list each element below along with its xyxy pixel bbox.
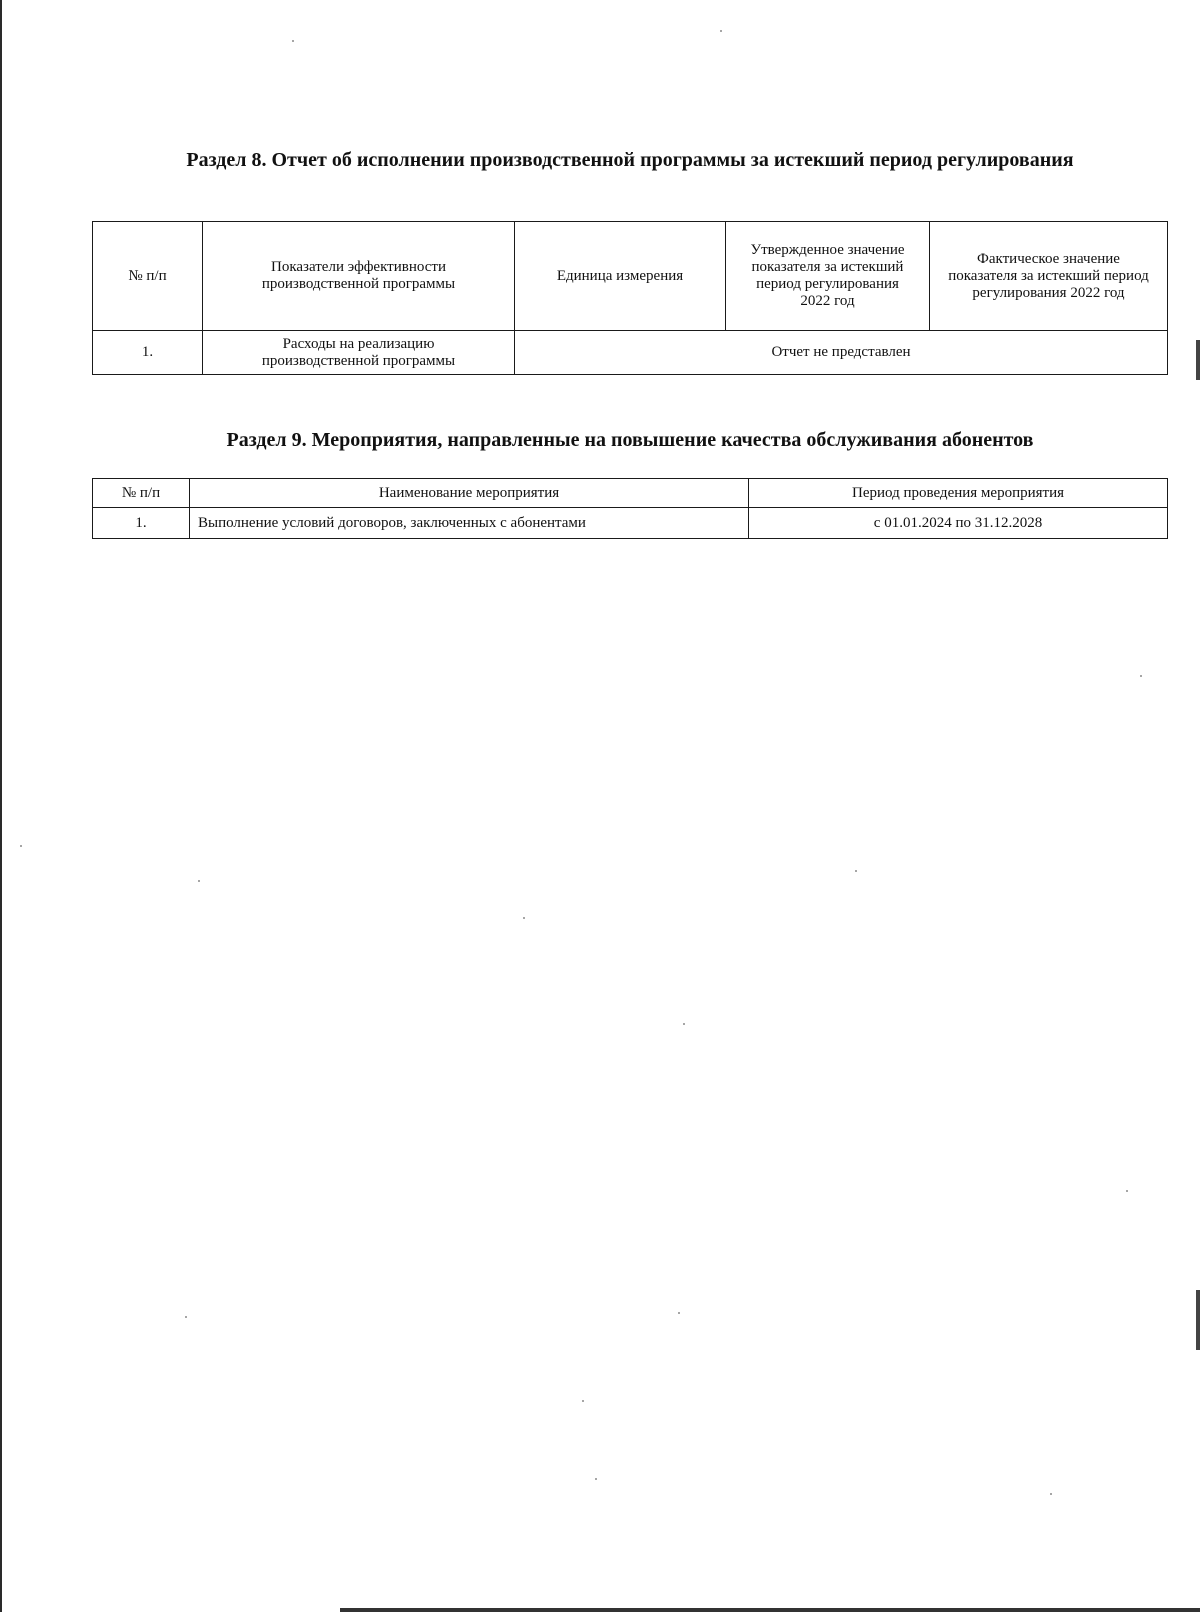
scan-edge-left bbox=[0, 0, 2, 1612]
table-row bbox=[93, 508, 1168, 539]
scan-edge-right bbox=[1196, 340, 1200, 380]
scan-speck bbox=[683, 1023, 685, 1025]
header-cell-num: № п/п bbox=[93, 479, 190, 508]
section-8-title: Раздел 8. Отчет об исполнении производственной программы за истекший период регулирования bbox=[186, 149, 1074, 171]
table-header-row bbox=[93, 222, 1168, 331]
header-cell-period: Период проведения мероприятия bbox=[749, 479, 1168, 508]
scan-speck bbox=[1140, 675, 1142, 677]
scan-speck bbox=[720, 30, 722, 32]
row-note: Отчет не представлен bbox=[515, 331, 1168, 375]
header-cell-approved: Утвержденное значение показателя за истекший период регулирования 2022 год bbox=[726, 222, 930, 331]
scan-speck bbox=[678, 1312, 680, 1314]
scan-speck bbox=[1126, 1190, 1128, 1192]
scan-speck bbox=[198, 880, 200, 882]
scan-speck bbox=[595, 1478, 597, 1480]
header-cell-num: № п/п bbox=[93, 222, 203, 331]
section-8-table bbox=[92, 221, 1168, 375]
header-cell-indicator: Показатели эффективности производственной программы bbox=[203, 222, 515, 331]
row-num: 1. bbox=[93, 508, 190, 539]
section-9-table bbox=[92, 478, 1168, 539]
row-indicator: Расходы на реализацию производственной программы bbox=[203, 331, 515, 375]
scan-speck bbox=[20, 845, 22, 847]
table-header-row bbox=[93, 479, 1168, 508]
header-cell-name: Наименование мероприятия bbox=[190, 479, 749, 508]
scan-speck bbox=[582, 1400, 584, 1402]
section-9-title: Раздел 9. Мероприятия, направленные на повышение качества обслуживания абонентов bbox=[226, 429, 1034, 451]
scan-speck bbox=[292, 40, 294, 42]
header-cell-actual: Фактическое значение показателя за истекший период регулирования 2022 год bbox=[930, 222, 1168, 331]
table-row bbox=[93, 331, 1168, 375]
row-period: с 01.01.2024 по 31.12.2028 bbox=[749, 508, 1168, 539]
scan-edge-bottom bbox=[340, 1608, 1200, 1612]
row-name: Выполнение условий договоров, заключенных с абонентами bbox=[190, 508, 749, 539]
scan-edge-right bbox=[1196, 1290, 1200, 1350]
row-num: 1. bbox=[93, 331, 203, 375]
scan-speck bbox=[1050, 1493, 1052, 1495]
scan-speck bbox=[855, 870, 857, 872]
header-cell-unit: Единица измерения bbox=[515, 222, 726, 331]
scan-speck bbox=[185, 1316, 187, 1318]
scan-speck bbox=[523, 917, 525, 919]
